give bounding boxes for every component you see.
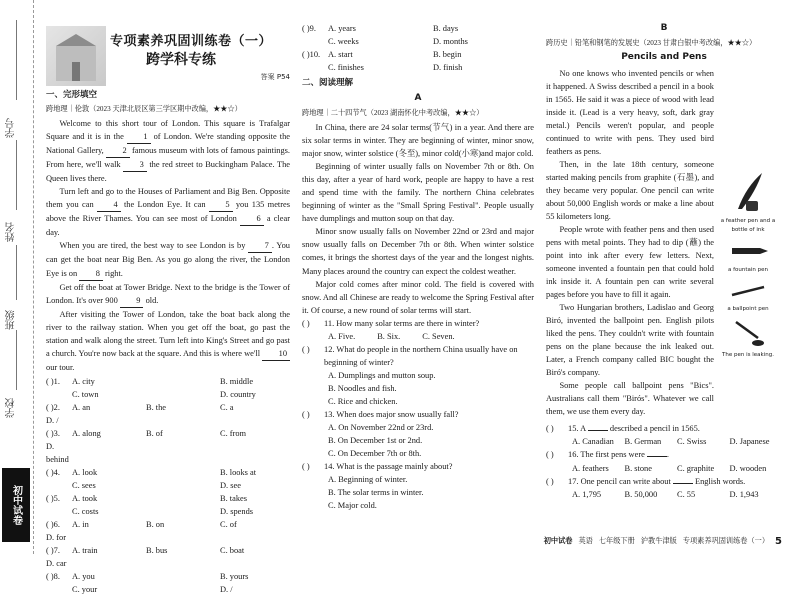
answer-paren: ( ) [302, 461, 310, 471]
cloze-question-options [46, 388, 290, 401]
option [146, 375, 216, 388]
feather-pen-icon [728, 169, 768, 213]
cloze-question [46, 466, 290, 479]
option [146, 479, 216, 492]
option: C. weeks [328, 37, 359, 47]
option: A. Canadian [572, 437, 614, 447]
cloze-question-options [46, 583, 290, 596]
option: C. Major cold. [328, 500, 377, 510]
answer-paren: ( ) [302, 409, 310, 419]
passage-letter-b: B [660, 23, 668, 33]
answer-paren: ( )3. [46, 428, 60, 438]
reading-paragraph: Some people call ballpoint pens "Bics". Australians call them "Birós". Whatever we call them, we use them every day. [546, 381, 714, 417]
option: C. sees [72, 480, 96, 490]
option: C. Rice and chicken. [328, 396, 398, 406]
passage-tag: 跨地理｜二十四节气（2023 湖南怀化中考改编，★★☆） [302, 109, 484, 118]
option: C. of [220, 519, 237, 529]
name-line [16, 140, 17, 210]
answer-paren: ( ) [302, 318, 310, 328]
answer-paren: ( )6. [46, 519, 60, 529]
option: A. feathers [572, 463, 609, 473]
option: A. you [72, 571, 95, 581]
column-3 [543, 0, 782, 554]
cloze-question [46, 492, 290, 505]
blank-5: 5 [209, 198, 233, 212]
answer-paren: ( ) [302, 344, 310, 354]
page-number: 5 [775, 535, 782, 547]
class-line [16, 245, 17, 300]
answer-paren: ( ) [546, 476, 554, 486]
answer-paren: ( )7. [46, 545, 60, 555]
option [146, 570, 216, 583]
option: B. Six. [377, 331, 401, 341]
caption-fountain-pen: a fountain pen [727, 267, 769, 274]
reading-paragraph: No one knows who invented pencils or when it happened. A Swiss described a pencil in a book in 1565. He said it was a piece of wood with lead inside it. (Lead is a very heavy, soft, dark gray metal.) Pencils weren't popular, and people continued to write with pens. They used bird feathers as pens. [546, 69, 714, 157]
student-id-label: 学号 [6, 118, 17, 138]
student-id-line [16, 20, 17, 100]
passage-tag: 跨地理｜伦敦（2023 天津北辰区第三学区期中改编，★★☆） [46, 105, 242, 114]
option: B. of [146, 428, 163, 438]
options-row [546, 462, 782, 475]
section-heading-reading: 二、阅读理解 [302, 78, 354, 89]
spacer [302, 35, 324, 48]
option: A. Dumplings and mutton soup. [328, 370, 436, 380]
blank-3: 3 [123, 158, 147, 172]
option: B. on [146, 519, 165, 529]
cloze-question [46, 427, 290, 466]
class-label: 班级 [6, 310, 17, 330]
option: A. along [72, 428, 101, 438]
cloze-questions-continued [302, 22, 534, 74]
passage-letter-a: A [414, 93, 422, 104]
answer-paren: ( ) [546, 424, 554, 434]
reading-question [302, 317, 534, 330]
cloze-passage [46, 117, 290, 373]
option: A. On November 22nd or 23rd. [328, 422, 434, 432]
binding-margin [0, 0, 34, 554]
pen-illustrations [714, 67, 778, 418]
caption-ballpoint-pen: a ballpoint pen [727, 305, 769, 312]
answer-blank [647, 456, 667, 457]
section-heading-cloze: 一、完形填空 [46, 90, 98, 100]
reading-paragraph: Beginning of winter usually falls on November 7th or 8th. On this day, after a year of hard work, people are happy to have a rest and spend time with the family. The northern China celebrates beginning of winter as the "Small Spring Festival". People usually have dumplings and mutton soup on that day. [302, 162, 534, 224]
option: D. / [220, 584, 233, 594]
option: B. looks at [220, 467, 257, 477]
option: D. car [46, 558, 67, 568]
passage-a-text [302, 121, 534, 316]
option: D. wooden [729, 463, 767, 473]
question-stem: 12. What do people in the northern China usually have on beginning of winter? [324, 344, 518, 367]
cloze-question-options [46, 479, 290, 492]
option: C. 55 [677, 489, 696, 499]
answer-reference: 答案 P54 [260, 73, 290, 81]
footer-brand: 初中试卷 [543, 536, 573, 545]
footer-grade: 七年级下册 [598, 536, 635, 545]
ballpoint-pen-figure [718, 277, 778, 305]
fountain-pen-figure [718, 236, 778, 266]
name-label: 姓名 [6, 222, 17, 242]
question-stem: 13. When does major snow usually fall? [324, 409, 459, 419]
school-line [16, 330, 17, 390]
option: C. Seven. [422, 331, 455, 341]
passage-b-questions [546, 422, 782, 500]
blank-2: 2 [106, 144, 130, 158]
option: A. train [72, 545, 98, 555]
option: A. start [328, 50, 353, 60]
cloze-question [46, 544, 290, 570]
option: D. see [220, 480, 241, 490]
option: D. spends [220, 506, 254, 516]
option: B. Noodles and fish. [328, 383, 397, 393]
question-stem: 14. What is the passage mainly about? [324, 461, 453, 471]
answer-paren: ( )5. [46, 493, 60, 503]
option: B. the [146, 402, 167, 412]
banner-illustration [46, 26, 106, 86]
reading-paragraph: People wrote with feather pens and then used pens with metal points. They had to dip (蘸) the point into ink after every few letters. Next, someone invented a fountain pen that could hold ink inside it. A fountain pen can write several pages before you have to fill it again. [546, 225, 714, 300]
brand-logo: 初中试卷 [2, 468, 30, 542]
caption-feather-pen: a feather pen and a bottle of ink [720, 218, 776, 233]
answer-paren: ( )9. [302, 24, 316, 33]
option: B. days [433, 24, 459, 33]
option: B. stone [624, 463, 652, 473]
cloze-question [302, 48, 534, 61]
option: B. bus [146, 545, 168, 555]
blank-10: 10 [262, 347, 290, 361]
column-1 [46, 0, 291, 594]
answer-blank [588, 430, 608, 431]
option [146, 466, 216, 479]
column-2 [302, 0, 534, 554]
cloze-paragraph: Get off the boat at Tower Bridge. Next to the bridge is the Tower of London. It's over 900 9 old. [46, 281, 290, 308]
question-stem: 17. One pencil can write about English words. [568, 476, 746, 486]
blank-1: 1 [127, 130, 151, 144]
footer-title: 专项素养巩固训练卷（一） [682, 536, 770, 545]
option: D. country [220, 389, 256, 399]
reading-question [302, 408, 534, 421]
option: D. months [433, 37, 468, 47]
blank-6: 6 [240, 212, 264, 226]
reading-question [302, 343, 534, 369]
spacer [46, 583, 68, 596]
option [146, 388, 216, 401]
option: D. Japanese [729, 437, 770, 447]
reading-paragraph: Major cold comes after minor cold. The field is covered with snow. And all Chinese are ready to welcome the Spring Festival after it. Of course, a new round of solar terms will start. [302, 279, 534, 315]
title-banner [46, 26, 290, 86]
cloze-question-options [46, 505, 290, 518]
cloze-paragraph: After visiting the Tower of London, take the boat back along the river to the railway station. When you get off the boat, go past the station and walk along the street. Turn left into King's Street and go past a church. You're now back at the square. And this is where we'll 10 our tour. [46, 309, 290, 372]
cloze-question [302, 22, 534, 35]
answer-paren: ( ) [546, 450, 554, 460]
cloze-questions [46, 375, 290, 596]
option: C. Swiss [677, 437, 707, 447]
cloze-question [46, 518, 290, 544]
blank-7: 7 [248, 239, 272, 253]
feather-pen-figure [718, 165, 778, 217]
option: A. an [72, 402, 91, 412]
page-title: 专项素养巩固训练卷（一） [110, 34, 273, 49]
option: D. for [46, 532, 67, 542]
footer-subject: 英语 [578, 536, 593, 545]
option: D. / [46, 415, 59, 425]
option: A. 1,795 [572, 489, 602, 499]
option: A. years [328, 24, 356, 33]
option: C. town [72, 389, 99, 399]
answer-paren: ( )8. [46, 571, 60, 581]
option: B. 50,000 [624, 489, 658, 499]
cloze-question-options [302, 35, 534, 48]
reading-question [546, 448, 782, 461]
cloze-question [46, 570, 290, 583]
option: D. finish [433, 63, 463, 73]
cloze-question-options [302, 61, 534, 74]
option [146, 583, 216, 596]
fountain-pen-icon [726, 243, 770, 259]
option: C. a [220, 402, 234, 412]
cloze-paragraph: Turn left and go to the Houses of Parliament and Big Ben. Opposite them you can 4 the London Eye. It can 5 you 135 metres above the River Thames. You can see most of London 6 a clear day. [46, 187, 291, 238]
option: C. finishes [328, 63, 364, 73]
answer-paren: ( )2. [46, 402, 60, 412]
answer-paren: ( )10. [302, 50, 321, 60]
cloze-question [46, 401, 290, 427]
blank-8: 8 [79, 267, 103, 281]
ballpoint-pen-icon [726, 283, 770, 299]
option: A. Five. [328, 331, 356, 341]
option: C. costs [72, 506, 99, 516]
answer-paren: ( )1. [46, 376, 60, 386]
leaking-pen-figure [718, 315, 778, 351]
option: D. 1,943 [729, 489, 759, 499]
option: C. boat [220, 545, 245, 555]
option: B. German [624, 437, 662, 447]
reading-paragraph: Two Hungarian brothers, Ladislao and Georg Biró, invented the ballpoint pen. English pilots liked the pens. They couldn't write with fountain pens on the plane because the ink leaked out. Later, a French company called BIC bought the Biró's company. [546, 303, 714, 378]
reading-paragraph: Minor snow usually falls on November 22nd or 23rd and major snow usually falls on December 7th or 8th. When winter solstice comes, it brings the shortest days of the year and the longest nights. Many places around the country can expect the coldest weather. [302, 227, 534, 276]
answer-blank [673, 483, 693, 484]
option: B. The solar terms in winter. [328, 487, 424, 497]
reading-question [546, 422, 782, 435]
options-row [546, 488, 782, 501]
caption-leaking-pen: The pen is leaking. [722, 352, 774, 359]
footer-edition: 沪教牛津版 [640, 536, 677, 545]
passage-a-questions [302, 317, 534, 512]
blank-4: 4 [97, 198, 121, 212]
passage-tag: 跨历史｜铅笔和钢笔的发展史（2023 甘肃白银中考改编，★★☆） [546, 38, 757, 47]
page-subtitle: 跨学科专练 [146, 52, 216, 68]
blank-9: 9 [120, 294, 144, 308]
option: A. look [72, 467, 98, 477]
options-row [546, 435, 782, 448]
cloze-paragraph: When you are tired, the best way to see London is by 7 . You can get the boat near Big Ben. As you go along the river, the London Eye is on 8 right. [46, 239, 290, 280]
option [146, 505, 216, 518]
question-stem: 16. The first pens were . [568, 450, 670, 460]
passage-b-text [546, 67, 714, 418]
option: A. in [72, 519, 89, 529]
option: A. Beginning of winter. [328, 474, 408, 484]
option: C. On December 7th or 8th. [328, 448, 422, 458]
page-footer [532, 534, 782, 548]
option: C. graphite [677, 463, 715, 473]
options-row [302, 330, 534, 343]
reading-paragraph: In China, there are 24 solar terms(节气) in a year. And there are six solar terms in winter. They are beginning of winter, minor snow, major snow, winter solstice (冬至), minor cold(小寒)and major cold. [302, 123, 534, 159]
option: B. middle [220, 376, 254, 386]
option: A. took [72, 493, 98, 503]
cloze-question [46, 375, 290, 388]
spacer [302, 61, 324, 74]
option: B. yours [220, 571, 249, 581]
spacer [46, 479, 68, 492]
option: D. behind [46, 441, 69, 464]
question-stem: 15. A described a pencil in 1565. [568, 424, 700, 434]
option: C. from [220, 428, 247, 438]
school-label: 学校 [6, 398, 17, 418]
option [146, 492, 216, 505]
reading-paragraph: Then, in the late 18th century, someone started making pencils from graphite (石墨), and they became very popular. One pencil can write about 50,000 English words or make a line about 55 kilometers long. [546, 160, 714, 222]
question-stem: 11. How many solar terms are there in winter? [324, 318, 480, 328]
option: B. On December 1st or 2nd. [328, 435, 423, 445]
reading-question [546, 475, 782, 488]
option: B. begin [433, 50, 462, 60]
option: A. city [72, 376, 95, 386]
option: B. takes [220, 493, 247, 503]
answer-paren: ( )4. [46, 467, 60, 477]
spacer [46, 388, 68, 401]
spacer [46, 505, 68, 518]
passage-title: Pencils and Pens [621, 52, 707, 63]
option: C. your [72, 584, 98, 594]
leaking-pen-icon [728, 318, 768, 348]
reading-question [302, 460, 534, 473]
cloze-paragraph: Welcome to this short tour of London. This square is Trafalgar Square and it is in the 1 of London. We're standing opposite the National Gallery, 2 famous museum with lots of famous paintings. From here, we'll walk 3 the red street to Buckingham Palace. The Queen lives there. [46, 119, 290, 184]
